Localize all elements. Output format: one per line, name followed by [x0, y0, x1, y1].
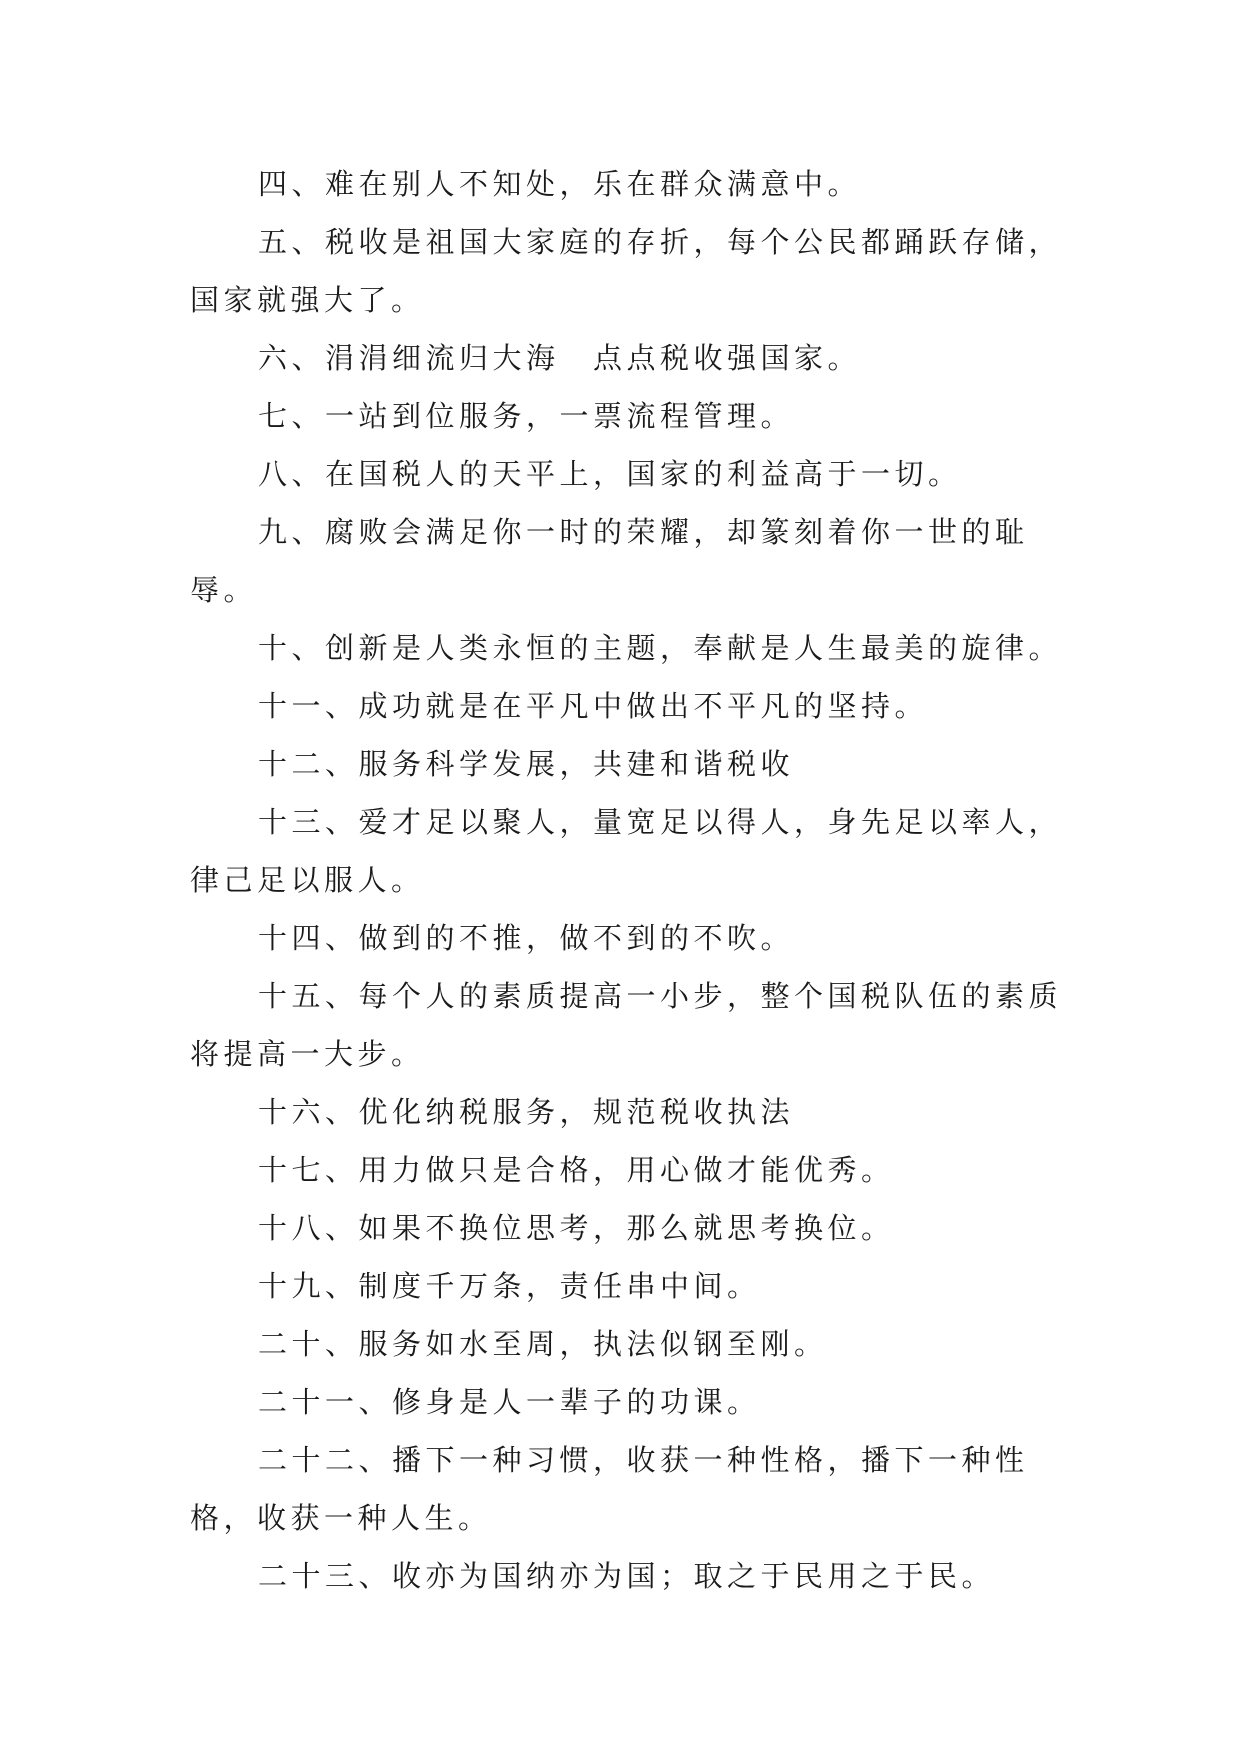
paragraph: 四、难在别人不知处，乐在群众满意中。	[258, 167, 862, 201]
paragraph: 十二、服务科学发展，共建和谐税收	[258, 747, 795, 781]
paragraph: 二十三、收亦为国纳亦为国；取之于民用之于民。	[258, 1559, 996, 1593]
paragraph: 十一、成功就是在平凡中做出不平凡的坚持。	[258, 689, 929, 723]
paragraph: 十九、制度千万条，责任串中间。	[258, 1269, 761, 1303]
paragraph: 二十二、播下一种习惯，收获一种性格，播下一种性格，收获一种人生。	[190, 1443, 1029, 1535]
document-body	[190, 155, 1070, 1605]
paragraph: 五、税收是祖国大家庭的存折，每个公民都踊跃存储，国家就强大了。	[190, 225, 1063, 317]
paragraph: 十三、爱才足以聚人，量宽足以得人，身先足以率人，律己足以服人。	[190, 805, 1063, 897]
paragraph: 十、创新是人类永恒的主题，奉献是人生最美的旋律。	[258, 631, 1063, 665]
paragraph: 二十一、修身是人一辈子的功课。	[258, 1385, 761, 1419]
paragraph: 十四、做到的不推，做不到的不吹。	[258, 921, 795, 955]
paragraph: 二十、服务如水至周，执法似钢至刚。	[258, 1327, 828, 1361]
paragraph: 十六、优化纳税服务，规范税收执法	[258, 1095, 795, 1129]
paragraph: 九、腐败会满足你一时的荣耀，却篆刻着你一世的耻辱。	[190, 515, 1029, 607]
paragraph: 七、一站到位服务，一票流程管理。	[258, 399, 795, 433]
paragraph: 八、在国税人的天平上，国家的利益高于一切。	[258, 457, 962, 491]
paragraph: 十七、用力做只是合格，用心做才能优秀。	[258, 1153, 895, 1187]
paragraph: 六、涓涓细流归大海 点点税收强国家。	[258, 341, 862, 375]
paragraph: 十八、如果不换位思考，那么就思考换位。	[258, 1211, 895, 1245]
paragraph: 十五、每个人的素质提高一小步，整个国税队伍的素质将提高一大步。	[190, 979, 1063, 1071]
